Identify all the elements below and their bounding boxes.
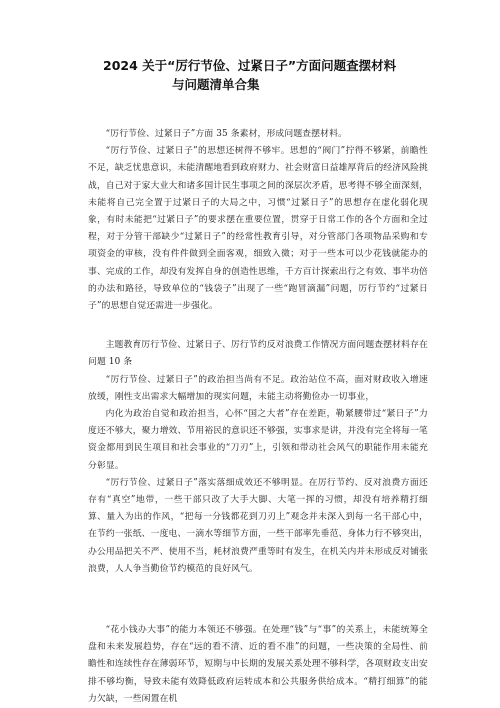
paragraph: “厉行节俭、过紧日子”的政治担当尚有不足。政治站位不高，面对财政收入增速放缓，刚性支出需求大幅增加的现实问题，未能主动将勤俭办一切事业， (88, 374, 428, 402)
paragraph: “厉行节俭、过紧日子”落实落细成效还不够明显。在厉行节约、反对浪费方面还存有“真空”地带，一些干部只改了大手大脚、大笔一挥的习惯，却没有培养精打细算、量入为出的作风，“把每一分钱都花到刀刃上”观念并未深入到每一名干部心中，在节约一张纸、一度电、一滴水等细节方面，一些干部率先垂范、身体力行不够突出，办公用品把关不严、使用不当，耗材浪费严重等时有发生，在机关内并未形成反对铺张浪费，人人争当勤俭节约模范的良好风气。 (88, 477, 428, 574)
section-gap (88, 578, 428, 622)
document-body (88, 126, 428, 708)
section-gap (88, 315, 428, 337)
paragraph: “花小钱办大事”的能力本领还不够强。在处理“钱”与“事”的关系上，未能统筹全盘和未来发展趋势，存在“远的看不清、近的看不准”的问题，一些决策的全局性、前瞻性和连续性存在薄弱环节，短期与中长期的发展关系处理不够科学，各项财政支出安排不够均衡，导致未能有效降低政府运转成本和公共服务供给成本。“精打细算”的能力欠缺，一些闲置在机 (88, 625, 428, 704)
paragraph: 主题教育厉行节俭、过紧日子、厉行节约反对浪费工作情况方面问题查摆材料存在问题 10 条 (88, 340, 428, 368)
title-line-2: 与问题清单合集 (172, 77, 260, 92)
title-line-1: 2024 关于“厉行节俭、过紧日子”方面问题查摆材料 (103, 58, 397, 73)
paragraph: 内化为政治自觉和政治担当，心怀“国之大者”存在差距，勒紧腰带过“紧日子”力度还不够大，聚力增效、节用裕民的意识还不够强，实事求是讲，并没有完全将每一笔资金都用到民生项目和社会事业的“刀刃”上，引领和带动社会风气的职能作用未能充分彰显。 (88, 409, 428, 471)
paragraph: “厉行节俭、过紧日子”方面 35 条素材，形成问题查摆材料。 (105, 129, 348, 139)
paragraph: “厉行节俭、过紧日子”的思想还树得不够牢。思想的“阀门”拧得不够紧，前瞻性不足，缺乏忧患意识，未能清醒地看到政府财力、社会财富日益雄厚背后的经济风险挑战，自己对于家大业大和诸多国计民生事项之间的深层次矛盾，思考得不够全面深刻，未能将自己完全置于过紧日子的大局之中，习惯“过紧日子”的思想存在虚化弱化现象，有时未能把“过紧日子”的要求摆在重要位置，贯穿于日常工作的各个方面和全过程，对于分管干部缺少“过紧日子”的经常性教育引导，对分管部门各项物品采购和专项资金的审核，没有件件做到全面客观，细致入微；对于一些本可以少花钱就能办的事、完成的工作，却没有发挥自身的创造性思维，千方百计探索出行之有效、事半功倍的办法和路径，导致单位的“钱袋子”出现了一些“跑冒滴漏”问题，厉行节约“过紧日子”的思想自觉还需进一步强化。 (88, 146, 428, 312)
page-title (0, 56, 500, 94)
